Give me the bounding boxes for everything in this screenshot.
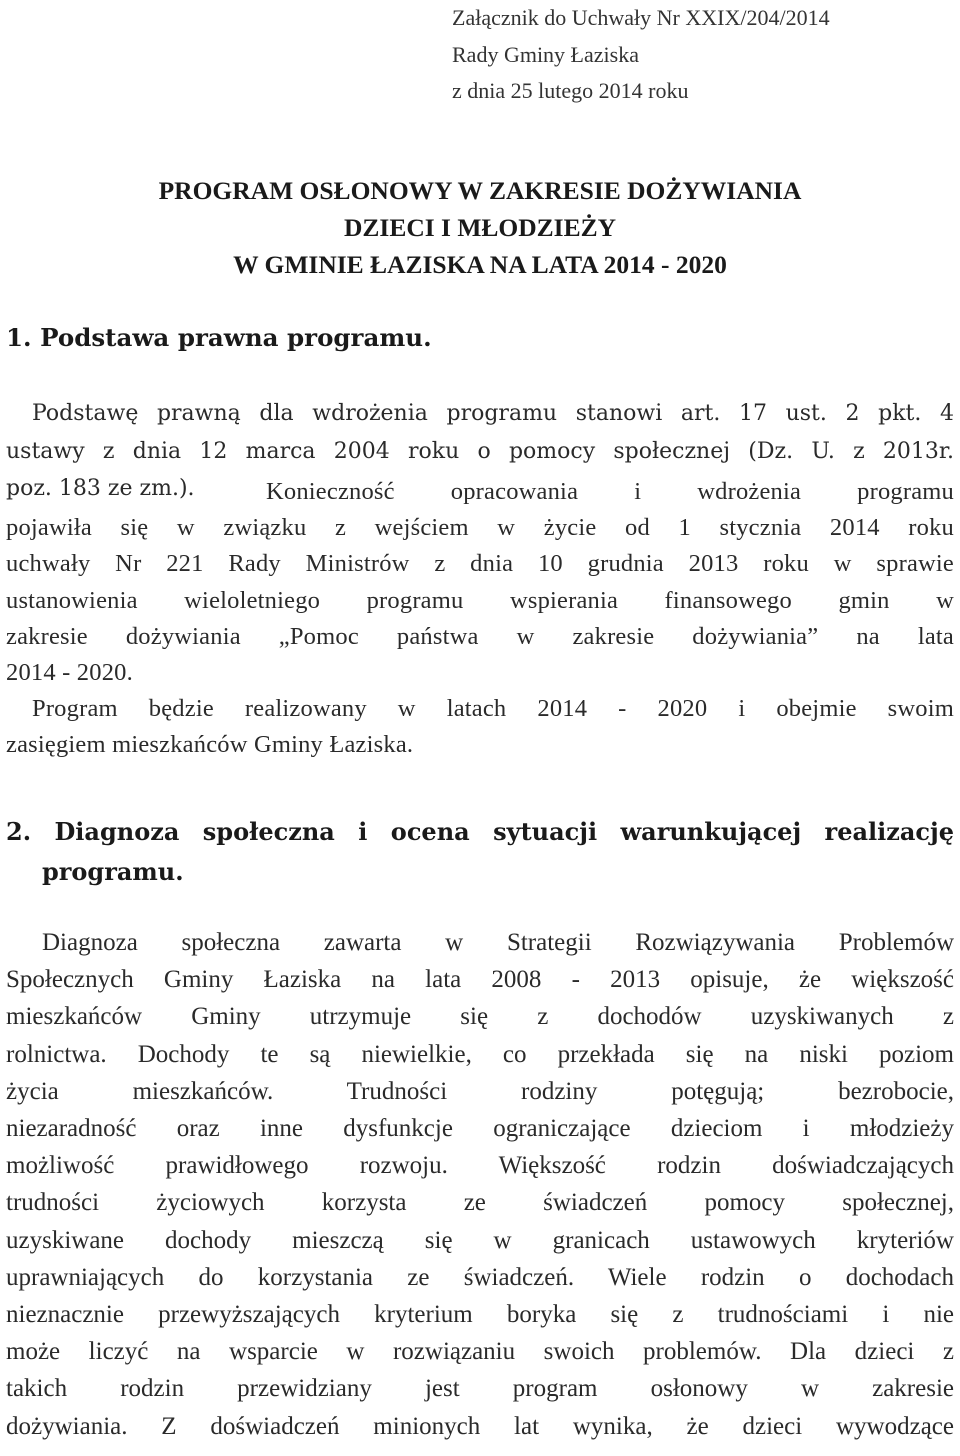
- paragraph-line: Program będzie realizowany w latach 2014 - 2020 i obejmie swoim: [32, 695, 954, 723]
- paragraph-line: zasięgiem mieszkańców Gminy Łaziska.: [6, 731, 414, 759]
- paragraph-line: trudności życiowych korzysta ze świadczeń pomocy społecznej,: [6, 1189, 954, 1217]
- annex-line-1: Załącznik do Uchwały Nr XXIX/204/2014: [452, 5, 830, 30]
- paragraph-line: Diagnoza społeczna zawarta w Strategii Rozwiązywania Problemów: [42, 929, 954, 956]
- paragraph-line: uzyskiwane dochody mieszczą się w granicach ustawowych kryteriów: [6, 1226, 954, 1254]
- paragraph-line: mieszkańców Gminy utrzymuje się z dochodów uzyskiwanych z: [6, 1003, 954, 1031]
- section-2-heading-line-2: programu.: [42, 857, 184, 886]
- paragraph-line: dożywiania. Z doświadczeń minionych lat wynika, że dzieci wywodzące: [6, 1412, 954, 1440]
- paragraph-line: niezaradność oraz inne dysfunkcje ograniczające dzieciom i młodzieży: [6, 1115, 954, 1143]
- annex-line-3: z dnia 25 lutego 2014 roku: [452, 78, 689, 103]
- title-line-3: W GMINIE ŁAZISKA NA LATA 2014 - 2020: [233, 250, 727, 279]
- paragraph-line: może liczyć na wsparcie w rozwiązaniu swoich problemów. Dla dzieci z: [6, 1338, 954, 1366]
- section-1-heading: 1. Podstawa prawna programu.: [6, 323, 432, 352]
- paragraph-line: uchwały Nr 221 Rady Ministrów z dnia 10 grudnia 2013 roku w sprawie: [6, 550, 954, 578]
- paragraph-line: zakresie dożywiania „Pomoc państwa w zakresie dożywiania” na lata: [6, 622, 954, 650]
- section-2-heading: [6, 812, 954, 892]
- paragraph-line: ustanowienia wieloletniego programu wspierania finansowego gmin w: [6, 586, 954, 614]
- title-line-1: PROGRAM OSŁONOWY W ZAKRESIE DOŻYWIANIA: [158, 176, 802, 205]
- paragraph-line: ustawy z dnia 12 marca 2004 roku o pomocy społecznej (Dz. U. z 2013r.: [6, 438, 954, 464]
- paragraph-line: nieznacznie przewyższających kryterium boryka się z trudnościami i nie: [6, 1301, 954, 1329]
- paragraph-line: poz. 183 ze zm.).: [6, 476, 195, 501]
- title-line-2: DZIECI I MŁODZIEŻY: [343, 213, 617, 242]
- section-2-heading-line-1: 2. Diagnoza społeczna i ocena sytuacji warunkującej realizację: [6, 817, 954, 846]
- paragraph-line: Konieczność opracowania i wdrożenia programu: [266, 478, 954, 505]
- paragraph-line: 2014 - 2020.: [6, 659, 133, 687]
- paragraph-line: pojawiła się w związku z wejściem w życie od 1 stycznia 2014 roku: [6, 514, 954, 542]
- document-title: [0, 172, 960, 283]
- section-2-paragraph-diagnosis: [6, 924, 954, 1445]
- paragraph-line: Społecznych Gminy Łaziska na lata 2008 - 2013 opisuje, że większość: [6, 966, 954, 994]
- paragraph-line: takich rodzin przewidziany jest program osłonowy w zakresie: [6, 1375, 954, 1403]
- paragraph-line: możliwość prawidłowego rozwoju. Większość rodzin doświadczających: [6, 1152, 954, 1180]
- paragraph-line: życia mieszkańców. Trudności rodziny potęgują; bezrobocie,: [6, 1077, 954, 1105]
- paragraph-line: Podstawę prawną dla wdrożenia programu stanowi art. 17 ust. 2 pkt. 4: [32, 401, 954, 426]
- paragraph-line: rolnictwa. Dochody te są niewielkie, co przekłada się na niski poziom: [6, 1040, 954, 1068]
- section-1-paragraph-necessity: [6, 474, 954, 764]
- annex-header: [452, 0, 952, 110]
- paragraph-line: uprawniających do korzystania ze świadczeń. Wiele rodzin o dochodach: [6, 1263, 954, 1291]
- annex-line-2: Rady Gminy Łaziska: [452, 41, 639, 67]
